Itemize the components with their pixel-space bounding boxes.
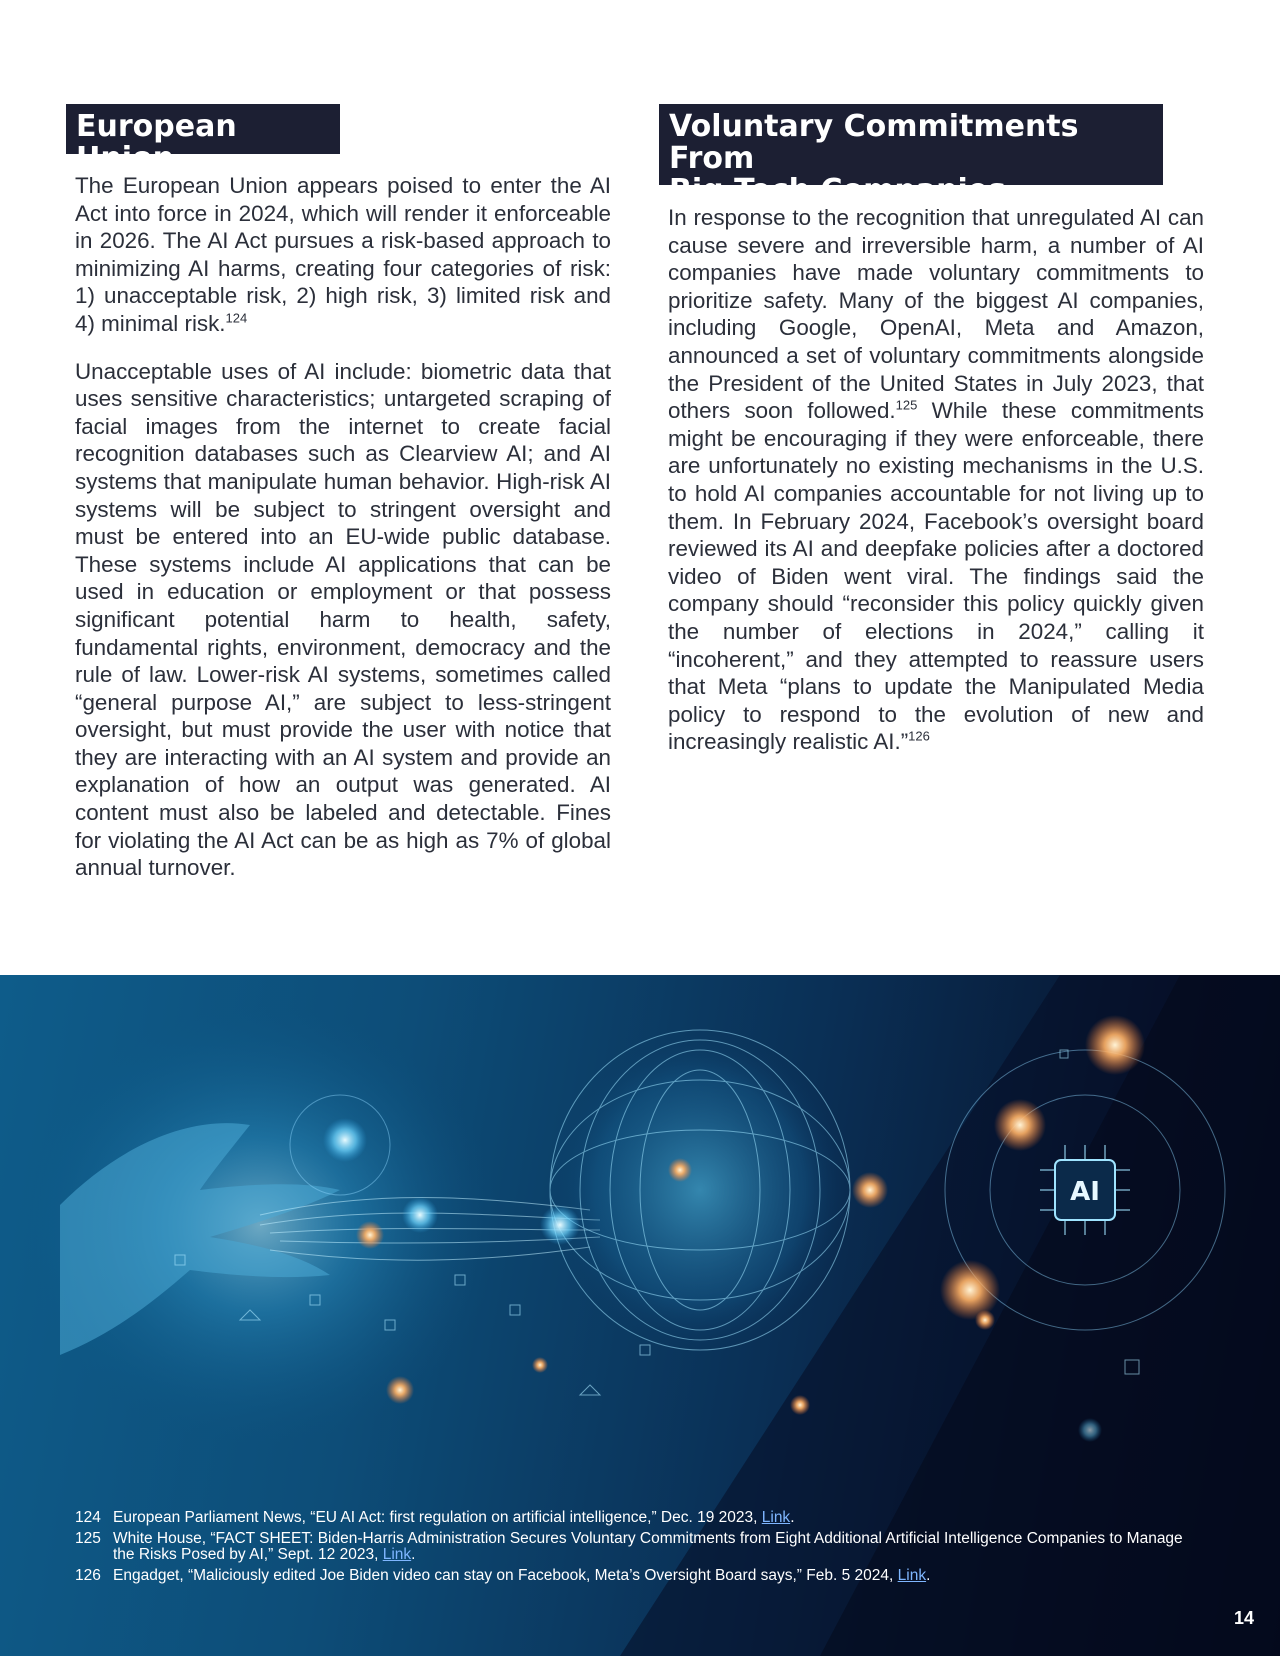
footnote-citation: Engadget, “Maliciously edited Joe Biden video can stay on Facebook, Meta’s Oversight Board says,” Feb. 5 2024, [113, 1567, 894, 1584]
footnote-number: 125 [75, 1530, 101, 1547]
footnote-number: 126 [75, 1567, 101, 1584]
footnote-ref-124[interactable]: 124 [225, 310, 248, 326]
vc-text-b: While these commitments might be encouraging if they were enforceable, there are unfortunately no existing mechanisms in the U.S. to hold AI companies accountable for not living up to them. In February 2024, Facebook’s oversight board reviewed its AI and deepfake policies after a doctored video of Biden went viral. The findings said the company should “reconsider this policy quickly given the number of elections in 2024,” calling it “incoherent,” and they attempted to reassure users that Meta “plans to update the Manipulated Media policy to respond to the evolution of new and increasingly realistic AI.” [668, 398, 1204, 755]
vc-paragraph [668, 204, 1204, 756]
footnote-124 [75, 1510, 1195, 1526]
eu-paragraph-1-text: The European Union appears poised to enter the AI Act into force in 2024, which will render it enforceable in 2026. The AI Act pursues a risk-based approach to minimizing AI harms, creating four categories of risk: 1) unacceptable risk, 2) high risk, 3) limited risk and 4) minimal risk. [75, 173, 611, 336]
footnote-link[interactable]: Link [897, 1567, 927, 1584]
footnotes [75, 1510, 1195, 1589]
footnote-ref-125[interactable]: 125 [895, 397, 918, 413]
heading-line-2: Big Tech Companies [669, 173, 1006, 208]
footnote-ref-126[interactable]: 126 [908, 728, 930, 744]
footnote-number: 124 [75, 1509, 101, 1526]
footnote-125 [75, 1531, 1195, 1563]
voluntary-commitments-column [668, 204, 1204, 776]
eu-paragraph-2: Unacceptable uses of AI include: biometric data that uses sensitive characteristics; untargeted scraping of facial images from the internet to create facial recognition databases such as Clearview AI; and AI systems that manipulate human behavior. High-risk AI systems will be subject to stringent oversight and must be entered into an EU-wide public database. These systems include AI applications that can be used in education or employment or that possess significant potential harm to health, safety, fundamental rights, environment, democracy and the rule of law. Lower-risk AI systems, sometimes called “general purpose AI,” are subject to less-stringent oversight, but must provide the user with notice that they are interacting with an AI system and provide an explanation of how an output was generated. AI content must also be labeled and detectable. Fines for violating the AI Act can be as high as 7% of global annual turnover. [75, 358, 611, 881]
heading-line-1: Voluntary Commitments From [669, 109, 1079, 176]
european-union-column [75, 172, 611, 902]
ai-chip-label: AI [1070, 1177, 1100, 1207]
footnote-citation: European Parliament News, “EU AI Act: first regulation on artificial intelligence,” Dec. 19 2023, [113, 1509, 758, 1526]
section-heading-european-union [66, 104, 340, 176]
section-heading-voluntary-commitments [659, 104, 1163, 208]
eu-paragraph-1 [75, 172, 611, 338]
footnote-citation: White House, “FACT SHEET: Biden-Harris Administration Secures Voluntary Commitments from Eight Additional Artificial Intelligence Companies to Manage the Risks Posed by AI,” Sept. 12 2023, [113, 1530, 1183, 1563]
page-number: 14 [1233, 1608, 1254, 1628]
heading-text: European Union [76, 109, 237, 176]
footnote-link[interactable]: Link [761, 1509, 791, 1526]
footnote-text: White House, “FACT SHEET: Biden-Harris Administration Secures Voluntary Commitments from Eight Additional Artificial Intelligence Companies to Manage the Risks Posed by AI,” Sept. 12 2023, Link. [113, 1530, 1183, 1563]
footnote-text: Engadget, “Maliciously edited Joe Biden video can stay on Facebook, Meta’s Oversight Board says,” Feb. 5 2024, Link. [113, 1567, 931, 1584]
vc-text-a: In response to the recognition that unregulated AI can cause severe and irreversible harm, a number of AI companies have made voluntary commitments to prioritize safety. Many of the biggest AI companies, including Google, OpenAI, Meta and Amazon, announced a set of voluntary commitments alongside the President of the United States in July 2023, that others soon followed. [668, 205, 1204, 424]
footnote-text: European Parliament News, “EU AI Act: first regulation on artificial intelligence,” Dec. 19 2023, Link. [113, 1509, 795, 1526]
footnote-126 [75, 1568, 1195, 1584]
footnote-link[interactable]: Link [382, 1546, 412, 1563]
